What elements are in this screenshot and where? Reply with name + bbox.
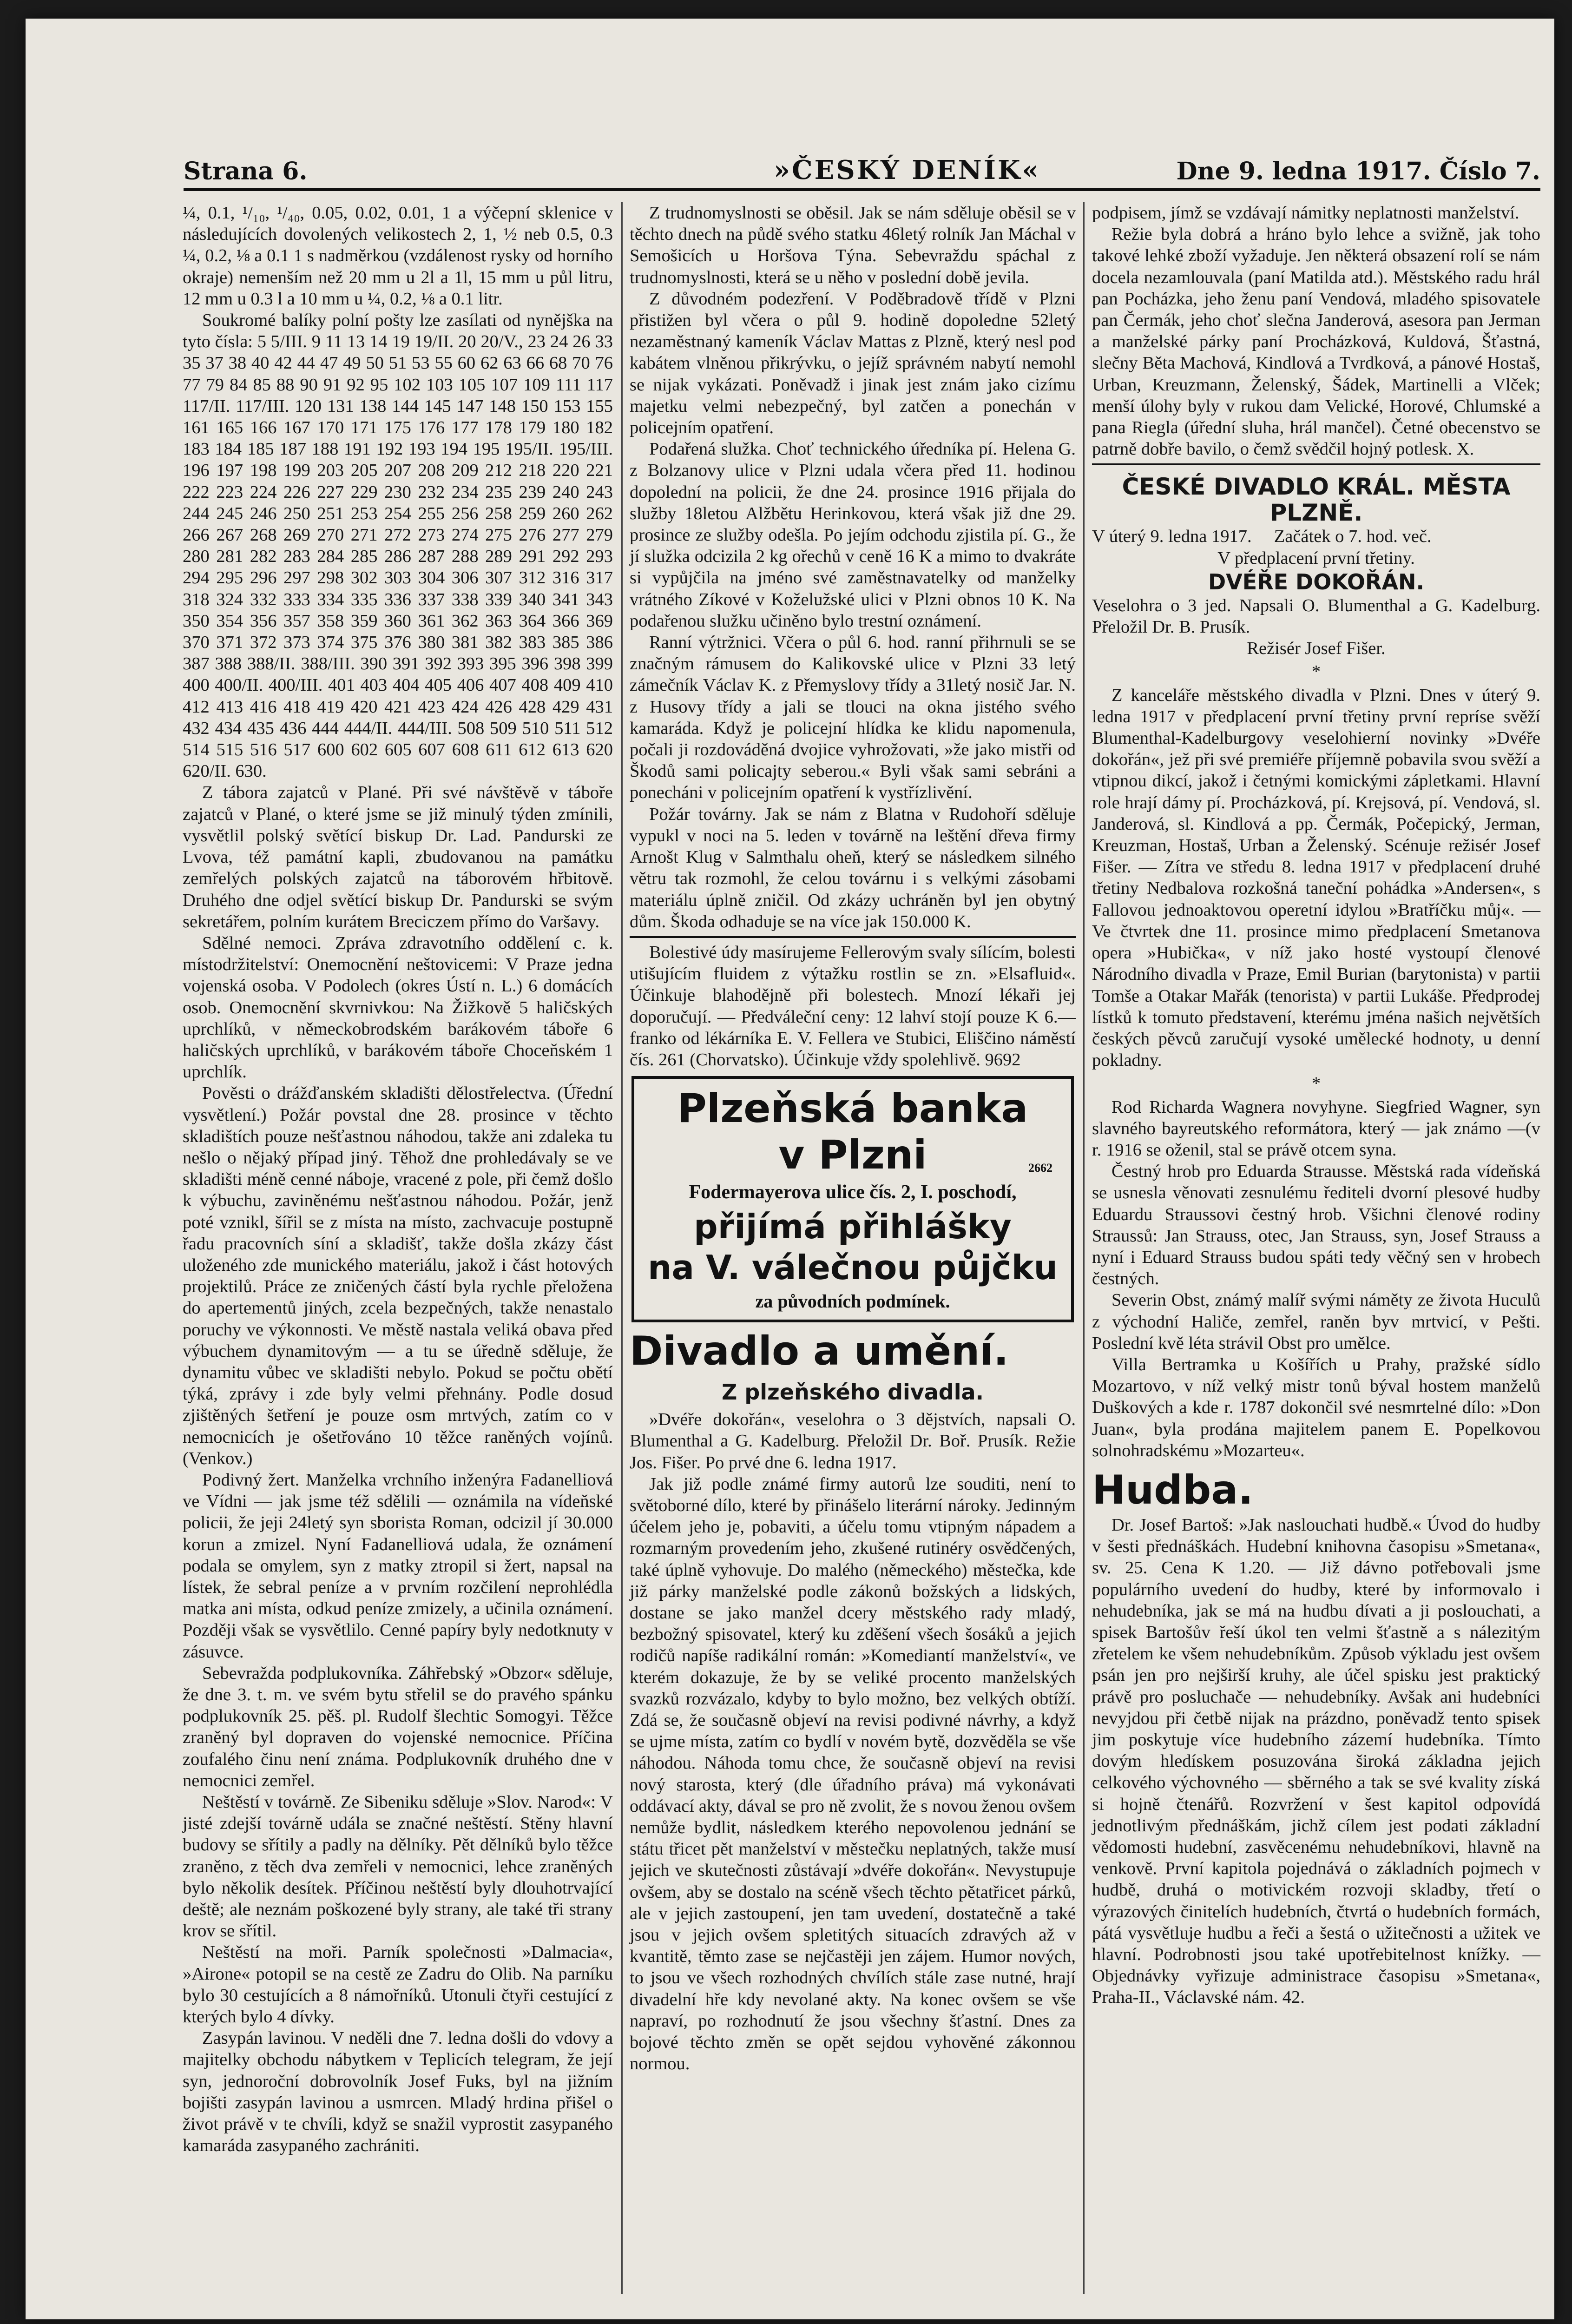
article-paragraph: Podivný žert. Manželka vrchního inženýra Fadanelliová ve Vídni — jak jsme též sdělili — oznámila na vídeňské policii, že jeji 24letý syn sborista Roman, odcizil jí 30.000 korun a zmizel. Nyní Fadanelliová udala, že oznámení podala se omylem, syn z matky ztropil si žert, napsal na lístek, že sebral peníze a v prvním rozčilení neprohlédla matka ani místa, odkud peníze zmizely, a učinila oznámení. Později však se vysvětlilo. Cenné papíry byly nedotknuty v zásuvce. — [183, 1470, 613, 1662]
column-rule — [621, 202, 623, 2294]
column-2 — [630, 202, 1076, 2074]
article-paragraph: Villa Bertramka u Košířích u Prahy, pražské sídlo Mozartovo, v níž velký mistr tonů býval hostem manželů Duškových a kde r. 1787 dokončil své nesmrtelné dílo: »Don Juan«, byla prodána majitelem panem E. Popelkovou solnohradskému »Mozarteu«. — [1092, 1354, 1540, 1460]
article-paragraph: Čestný hrob pro Eduarda Strausse. Městská rada vídeňská se usnesla věnovati zesnulému řediteli dvorní plesové hudby Eduardu Straussovi čestný hrob. Všichni členové rodiny Straussů: Jan Strauss, otec, Jan Strauss, syn, Josef Strauss a nyní i Eduard Strauss budou spáti tedy věčný sen v hrobech čestných. — [1092, 1162, 1540, 1289]
newspaper-name: »ČESKÝ DENÍK« — [774, 155, 1040, 185]
article-paragraph: ¼, 0.1, ¹/₁₀, ¹/₄₀, 0.05, 0.02, 0.01, 1 a výčepní sklenice v následujících dovolených velikostech 2, 1, ½ neb 0.5, 0.3 ¼, 0.2, ⅛ a 0.1 1 s nadměrkou (vzdálenost rysky od horního okraje) nemenším než 20 mm u 2l a 1l, 15 mm u půl litru, 12 mm u 0.3 l a 10 mm u ¼, 0.2, ⅛ a 0.1 litr. — [183, 203, 613, 309]
article-paragraph: Sebevražda podplukovníka. Záhřebský »Obzor« sděluje, že dne 3. t. m. ve svém bytu střelil se do pravého spánku podplukovník 25. pěš. pl. Rudolf šlechtic Somogyi. Těžce zraněný byl dopraven do vojenské nemocnice. Příčina zoufalého činu není známa. Podplukovník druhého dne v nemocnici zemřel. — [183, 1663, 613, 1790]
article-paragraph: Severin Obst, známý malíř svými náměty ze života Huculů z východní Haliče, zemřel, raněn byv mrtvicí, v Pešti. Poslední kvě léta strávil Obst pro umělce. — [1092, 1290, 1540, 1353]
play-title: DVÉŘE DOKOŘÁN. — [1208, 569, 1425, 594]
page-number: Strana 6. — [184, 157, 308, 185]
page-header — [184, 151, 1540, 191]
article-paragraph: Ranní výtržnici. Včera o půl 6. hod. ranní přihrnuli se se značným rámusem do Kalikovské ulice v Plzni 33 letý zámečník Václav K. z Přemyslovy třídy a 31letý nosič Jar. N. z Husovy třídy a jali se tlouci na okna jistého svého kamaráda. Když je policejní hlídka ke klidu napomenula, počali ji rozdováděná dvojice vyhrožovati, »že jako mistři od Škodů sami policajty seberou.« Byli však sami sebráni a ponecháni v policejním opatření k vystřízlivění. — [630, 633, 1076, 803]
star-separator: * — [1311, 662, 1321, 682]
ad-address: Fodermayerova ulice čís. 2, I. poschodí, — [689, 1182, 1017, 1203]
ad-bank-name: Plzeňská banka — [677, 1085, 1028, 1132]
section-title-music: Hudba. — [1092, 1466, 1254, 1513]
article-paragraph: Požár továrny. Jak se nám z Blatna v Rudohoří sděluje vypukl v noci na 5. leden v továrně na leštění dřeva firmy Arnošt Klug v Salmthalu oheň, který se následkem silného větru tak rozmohl, že celou továrnu i s velkými zásobami materiálu úplně zničil. Od zkázy uchráněn byl jen obytný dům. Škoda odhaduje se na více jak 150.000 K. — [630, 804, 1076, 931]
ad-headline: přijímá přihlášky — [694, 1207, 1012, 1247]
column-3 — [1092, 202, 1540, 2008]
performance-date: V úterý 9. ledna 1917. — [1092, 527, 1252, 547]
article-paragraph: Z důvodném podezření. V Poděbradově třídě v Plzni přistižen byl včera o půl 9. hodině dopoledne 52letý nezaměstnaný kameník Václav Mattas z Plzně, který nesl pod kabátem vlněnou přikrývku, o jejíž správném nabytí nemohl se nijak vykázati. Poněvadž i jinak jest znám jako cizímu majetku velmi nebezpečný, byl zatčen a ponechán v policejním opatření. — [630, 289, 1076, 438]
article-paragraph: Neštěstí na moři. Parník společnosti »Dalmacia«, »Airone« potopil se na cestě ze Zadru do Olib. Na parníku bylo 30 cestujících a 8 námořníků. Utonuli čtyři cestující z kterých bylo 4 dívky. — [183, 1942, 613, 2027]
article-paragraph: Dr. Josef Bartoš: »Jak naslouchati hudbě.« Úvod do hudby v šesti přednáškách. Hudební knihovna časopisu »Smetana«, sv. 25. Cena K 1.20. — Již dávno potřebovali jsme populárního uvedení do hudby, které by informovalo i nehudebníka, jak se má na hudbu dívati a ji poslouchati, a spisek Bartošův řeší úkol ten velmi šťastně a s nálezitým zřetelem ke všem nehudebníkům. Způsob výkladu jest ovšem psán jen pro nejširší kruhy, ale účel spisku jest praktický právě pro posluchače — nehudebníky. Avšak ani hudebníci nevyjdou při četbě nijak na prázdno, poněvadž tento spisek jim poskytuje více hudebního zázemí hudebníka. Tímto dovým hledískem posuzována široká základna jejich celkového výchovného — sběrného a tak se své kvality získá si hojně čtenářů. Rozvržení v šest kapitol odpovídá jednotlivým přednáškám, jichž cílem jest podati základní vědomosti hudební, zasvěcenému nehudebníkovi, hlavně na venkově. První kapitola pojednává o základních pojmech v hudbě, druhá o motivickém rozvoji skladby, třetí o výrazových činitelích hudebních, čtvrtá o hudebních formách, pátá vysvětluje hudbu a řeči a šestá o užitečnosti a užitek ve hlavní. Podrobnosti jsou také upotřebitelnost knížky. — Objednávky vyřizuje administrace časopisu »Smetana«, Praha-II., Václavské nám. 42. — [1092, 1515, 1540, 2007]
ad-bank-city — [639, 1132, 1066, 1178]
column-rule — [1083, 202, 1085, 2294]
article-paragraph: Neštěstí v továrně. Ze Sibeniku sděluje »Slov. Narod«: V jisté zdejší továrně udála se značné neštěstí. Stěny hlavní budovy se sřítily a padly na dělníky. Pět dělníků bylo těžce zraněno, z těch dva zemřeli v nemocnici, lehce zraněných bylo několik desítek. Příčinou neštěstí byly dlouhotrvající deště; ale neznám poškozené byly strany, ale také tři strany krov se sřítil. — [183, 1792, 613, 1941]
article-paragraph: Soukromé balíky polní pošty lze zasílati od nynějška na tyto čísla: 5 5/III. 9 11 13 14 19 19/II. 20 20/V., 23 24 26 33 35 37 38 40 42 44 47 49 50 51 53 55 60 62 63 66 68 70 76 77 79 84 85 88 90 91 92 95 102 103 105 107 109 111 117 117/II. 117/III. 120 131 138 144 145 147 148 150 153 155 161 165 166 167 170 171 175 176 177 178 179 180 182 183 184 185 187 188 191 192 193 194 195 195/II. 195/III. 196 197 198 199 203 205 207 208 209 212 218 220 221 222 223 224 226 227 229 230 232 234 235 239 240 243 244 245 246 250 251 253 254 255 256 258 259 260 262 266 267 268 269 270 271 272 273 274 275 276 277 279 280 281 282 283 284 285 286 287 288 289 291 292 293 294 295 296 297 298 302 303 304 306 307 312 316 317 318 324 332 333 334 335 336 337 338 339 340 341 343 350 354 356 357 358 359 360 361 362 363 364 366 369 370 371 372 373 374 375 376 380 381 382 383 385 386 387 388 388/II. 388/III. 390 391 392 393 395 396 398 399 400 400/II. 400/III. 401 403 404 405 406 407 408 409 410 412 413 416 418 419 420 421 423 424 426 428 429 431 432 434 435 436 444 444/II. 444/III. 508 509 510 511 512 514 515 516 517 600 602 605 607 608 611 612 613 620 620/II. 630. — [183, 310, 613, 781]
theatre-date-line — [1092, 526, 1540, 547]
ad-number: 2662 — [1028, 1161, 1052, 1175]
small-advertisement: Bolestivé údy masírujeme Fellerovým svaly sílícím, bolesti utišujícím fluidem z výtažku rostlin se zn. »Elsafluid«. Účinkuje blahodějně při bolestech. Mnozí lékaři jej doporučují. — Předváleční ceny: 12 lahví stojí pouze K 6.— franko od lékárníka E. V. Fellera ve Stubici, Eliščino náměstí čís. 261 (Chorvatsko). Účinkuje vždy spolehlivě. 9692 — [630, 942, 1076, 1070]
article-paragraph: Z kanceláře městského divadla v Plzni. Dnes v úterý 9. ledna 1917 v předplacení první třetiny první repríse svěží Blumenthal-Kadelburgovy veselohierní novinky »Dvéře dokořán«, jež při své premiéře příjemně pobavila svou svěží a vtipnou dikcí, jakož i četnými komickými zápletkami. Hlavní role hrají dámy pí. Procházková, pí. Krejsová, pí. Vendová, sl. Janderová, sl. Kindlová a pp. Čermák, Počepický, Jerman, Kreuzman, Hostaš, Urban a Želenský. Scénuje režisér Josef Fišer. — Zítra ve středu 8. ledna 1917 v předplacení druhé třetiny Nedbalova rozkošná taneční pohádka »Andersen«, s Fallovou jednoaktovou operetní idylou »Bratříčku můj«. — Ve čtvrtek dne 11. prosince mimo předplacení Smetanova opera »Hubička«, v níž jako hosté vystoupí členové Národního divadla v Praze, Emil Burian (barytonista) v partii Tomše a Otakar Mařák (tenorista) v partii Lukáše. Předprodej lístků k tomuto představení, kterému jména našich největších českých pěvců zaručují vysoké umělecké hodnoty, u denní pokladny. — [1092, 685, 1540, 1070]
article-paragraph: Jak již podle známé firmy autorů lze souditi, není to světoborné dílo, které by přinášelo literární nároky. Jedinným účelem jeho je, pobaviti, a účelu tomu vtipným nápadem a rozmarným provedením jeho, zkušené rutinéry osvědčených, také úplně vyhovuje. Do malého (německého) městečka, kde již párky manželské podle zákonů božských a lidských, dostane se jako manžel dcery městského rady mladý, bezbožný spisovatel, který ku zděšení všech šosáků a jejich rodičů napíše radikální román: »Komediantí manželství«, ve kterém dokazuje, že by se veliké procento manželských svazků rozvázalo, kdyby to bylo možno, bez velkých obtíží. Zdá se, že současně objeví na revisi podivné návrhy, a když se ujme místa, zatím co bydlí v novém bytě, dozvěděla se vše náhodou. Náhoda tomu chce, že současně objeví na revisi nový starosta, který (dle úřadního práva) má vykonávati oddávací akty, dával se pro ně zvolit, že s novou ženou ovšem nemůže bydlit, následkem kterého nepovolenou jednání se státu třicet pět manželství v městečku neplatných, takže musí jejich ve skutečnosti zůstávají »dvéře dokořán«. Nevystupuje ovšem, aby se dostalo na scéně všech těchto pětatřicet párků, ale v jejich zastoupení, jen tam uvedení, dostatečně a také jsou v jejich ovšem spletitých situacích zdravých až v kvantitě, těmto zase se nejčastěji jen zájem. Humor nových, to jsou ve všech rozhodných chvílích stále zase nutné, hrají divadelní hře kdy nevolané akty. Na konec ovšem se vše napraví, po rozhodnutí že jsou všechny šťastní. Dnes za bojové těchto změn se opět sejdou vyhověné zákonnou normou. — [630, 1474, 1076, 2074]
article-paragraph: Režie byla dobrá a hráno bylo lehce a svižně, jak toho takové lehké zboží vyžaduje. Jen některá obsazení rolí se nám docela nezamlouvala (paní Matilda atd.). Městského radu hrál pan Pocházka, jeho ženu paní Vendová, mladého spisovatele pan Čermák, jeho choť slečna Janderová, asesora pan Jerman a manželské párky paní Procházková, Kuldová, Šťastná, slečny Běta Machová, Kindlová a Tvrdková, a pánové Hostaš, Urban, Kreuzmann, Želenský, Šádek, Martinelli a Vlček; menší úlohy byly v rukou dam Velické, Horové, Chlumské a pana Riegla (úřední sluha, hrál mančel). Četné obecenstvo se patrně dobře bavilo, o čemž svědčil hojný potlesk. X. — [1092, 224, 1540, 459]
article-paragraph: Podařená služka. Choť technického úředníka pí. Helena G. z Bolzanovy ulice v Plzni udala včera před 11. hodinou dopolední na policii, že dne 24. prosince 1916 přijala do služby 18letou Alžbětu Herinkovou, která však již dne 29. prosince ze služby odešla. Po jejím odchodu zjistila pí. G., že jí služka odcizila 2 kg ořechů v ceně 16 K a mimo to dvakráte si vypůjčila na jméno své zaměstnavatelky od manželky vrátného Zíkové v Koželužské ulici v Plzni obnos 10 K. Na podařenou služku učiněno bylo trestní oznámení. — [630, 439, 1076, 631]
star-separator: * — [1311, 1074, 1321, 1094]
article-paragraph: Pověsti o drážďanském skladišti dělostřelectva. (Úřední vysvětlení.) Požár povstal dne 28. prosince v těchto skladištích pouze nešťastnou náhodou, takže ani zdaleka tu nešlo o nějaký případ jiný. Těhož dne prohledávaly se ve skladišti méně cenné náboje, vracené z pole, při čemž došlo k výbuchu, zaviněnému nešťastnou náhodou. Požár, jenž poté vznikl, šířil se z místa na místo, zachvacuje postupně řadu pracovních síní a skladišť, takže došla zkázy část uloženého zde munického materiálu, jakož i část hotových projektilů. Práce ze zničených částí byla rychle přeložena do apertementů jiných, zcela bezpečných, takže nenastalo poruchy ve výkonnosti. Ve městě nastala veliká obava před výbuchem dynamitovým — a tu se úředně sděluje, že dynamitu vůbec ve skladišti nebylo. Pokud se počtu obětí týká, zprávy i zde byly velmi přehnány. Podle dosud zjištěných šetření je pouze osm mrtvých, zatím co v nemocnicích je ošetřováno 10 těžce raněných vojínů. (Venkov.) — [183, 1083, 613, 1468]
article-paragraph: Z tábora zajatců v Plané. Při své návštěvě v táboře zajatců v Plané, o které jsme se již minulý týden zmínili, vysvětlil polský světící biskup Dr. Lad. Pandurski ze Lvova, též památní kapli, zbudovanou na památku zemřelých polských zajatců na táborovém hřbitově. Druhého dne odjel světící biskup Dr. Pandurski se svým sekretářem, polním kurátem Breciczem přímo do Varšavy. — [183, 783, 613, 931]
subscription-note: V předplacení první třetiny. — [1217, 548, 1415, 568]
ad-footer: za původních podmínek. — [755, 1291, 950, 1312]
ad-headline-2: na V. válečnou půjčku — [648, 1248, 1058, 1287]
newspaper-page — [26, 19, 1554, 2319]
article-paragraph: Zasypán lavinou. V neděli dne 7. ledna došli do vdovy a majitelky obchodu nábytkem v Teplicích telegram, že její syn, jednoroční dobrovolník Josef Fuks, byl na jižním bojišti zasypán lavinou a usmrcen. Mladý hrdina přišel o život právě v te chvíli, když se snažil vyprostit zasypaného kamaráda zasypaného zachrániti. — [183, 2028, 613, 2156]
article-paragraph: Sdělné nemoci. Zpráva zdravotního oddělení c. k. místodržitelství: Onemocnění neštovicemi: V Praze jedna vojenská osoba. V Podolech (okres Ústí n. L.) 6 domácích osob. Onemocnění skvrnivkou: Na Žižkově 5 haličských uprchlíků, v německobrodském barákovém táboře 6 haličských uprchlíků, v barákovém táboře Choceňském 1 uprchlík. — [183, 933, 613, 1082]
section-divider — [1092, 463, 1540, 465]
bank-advertisement — [631, 1076, 1074, 1322]
article-paragraph: »Dvéře dokořán«, veselohra o 3 dějstvích, napsali O. Blumenthal a G. Kadelburg. Přeložil Dr. Boř. Prusík. Režie Jos. Fišer. Po prvé dne 6. ledna 1917. — [630, 1410, 1076, 1472]
ad-bank-city-text: v Plzni — [778, 1132, 927, 1179]
issue-date: Dne 9. ledna 1917. Číslo 7. — [1176, 157, 1540, 185]
section-subtitle: Z plzeňského divadla. — [721, 1380, 984, 1405]
play-director: Režisér Josef Fišer. — [1247, 639, 1386, 659]
column-1 — [183, 202, 613, 2156]
article-paragraph: Z trudnomyslnosti se oběsil. Jak se nám sděluje oběsil se v těchto dnech na půdě svého statku 46letý rolník Jan Máchal v Semošicích u Horšova Týna. Sebevraždu spáchal z trudnomyslnosti, která se u něho v poslední době jevila. — [630, 203, 1076, 287]
theatre-box-title: ČESKÉ DIVADLO KRÁL. MĚSTA PLZNĚ. — [1122, 473, 1511, 527]
section-title-theatre: Divadlo a umění. — [630, 1328, 1009, 1375]
article-paragraph: Rod Richarda Wagnera novyhyne. Siegfried Wagner, syn slavného bayreutského reformátora, který — jak známo —(v r. 1916 se oženil, stal se právě otcem syna. — [1092, 1097, 1540, 1160]
article-paragraph: podpisem, jímž se vzdávají námitky neplatnosti manželství. — [1092, 203, 1519, 223]
section-divider — [630, 936, 1076, 938]
performance-start: Začátek o 7. hod. več. — [1274, 527, 1432, 547]
play-description: Veselohra o 3 jed. Napsali O. Blumenthal a G. Kadelburg. Přeložil Dr. B. Prusík. — [1092, 595, 1540, 637]
